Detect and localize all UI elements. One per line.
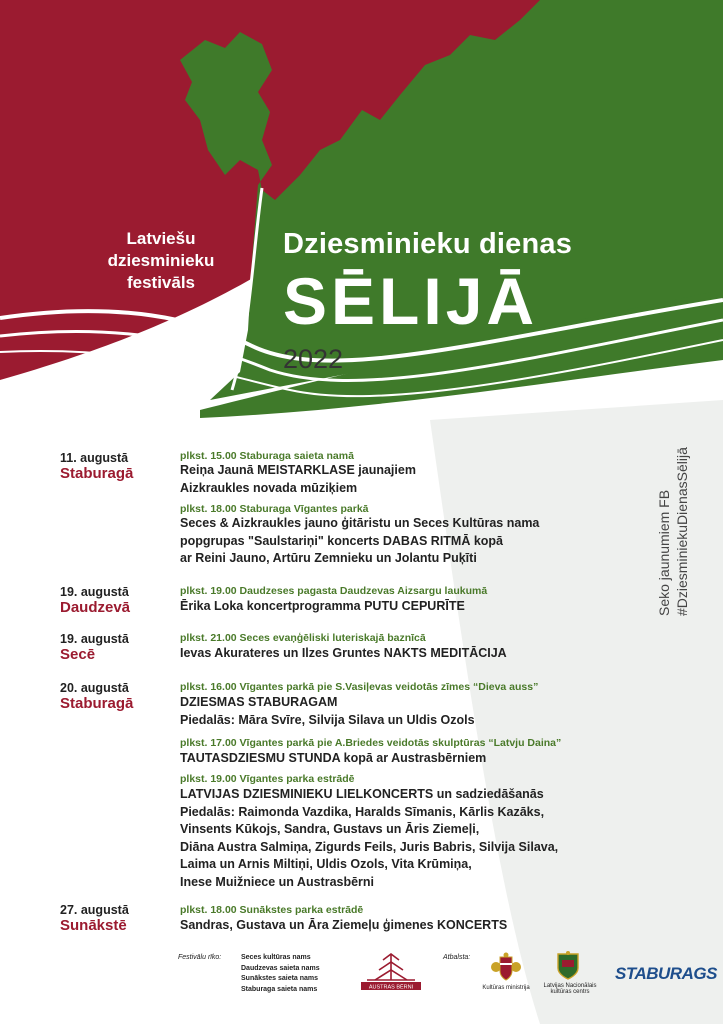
event-time: plkst. 18.00 Staburaga Vīgantes parkā [180,503,369,515]
event-time: plkst. 21.00 Seces evaņģēliski luteriskajā baznīcā [180,632,426,644]
event-time: plkst. 18.00 Sunākstes parka estrādē [180,904,364,916]
description-line: ar Reini Jauno, Artūru Zemnieku un Jolantu Puķīti [180,551,477,565]
caption-line: Latvijas Nacionālais [543,983,597,989]
description-line: Diāna Austra Salmiņa, Zigurds Feils, Juris Babris, Silvija Silava, [180,839,559,854]
description-line: Inese Muižniece un Austrasbērni [180,874,375,889]
caption-line: kultūras centrs [550,989,590,995]
description-line: Piedalās: Māra Svīre, Silvija Silava un Uldis Ozols [180,712,475,727]
organizer-item: Sunākstes saieta nams [241,975,319,982]
organizers-label: Festivālu rīko: [178,954,222,961]
facebook-hashtag-note [655,447,691,616]
event-date: 27. augustā [60,903,129,917]
organizers-list [241,953,320,995]
description-line: popgrupas "Saulstariņi" koncerts DABAS RITMĀ kopā [180,533,504,548]
description-line: LATVIJAS DZIESMINIEKU LIELKONCERTS un sadziedāšanās [180,787,544,801]
organizer-item: Staburaga saieta nams [241,985,318,993]
subtitle-line: festivāls [126,273,196,292]
subtitle-line: Latviešu [126,229,196,248]
event-date: 11. augustā [60,451,129,465]
description-line: TAUTASDZIESMU STUNDA kopā ar Austrasbērniem [180,751,487,765]
coat-of-arms-icon [488,951,524,983]
ministry-caption: Kultūras ministrija [482,985,530,991]
austras-berni-text: AUSTRAS BĒRNI [368,984,414,991]
description-line: Ievas Akurateres un Ilzes Gruntes NAKTS MEDITĀCIJA [180,646,507,660]
organizer-item: Seces kultūras nams [241,954,311,961]
event-date: 19. augustā [60,632,129,646]
page-title-region: SĒLIJĀ [283,264,539,338]
event-description [180,598,620,616]
description-line: Sandras, Gustava un Āra Ziemeļu ģimenes KONCERTS [180,918,508,932]
event-place: Staburagā [60,465,134,482]
lnkc-emblem-icon [553,950,583,982]
event-description [180,694,620,729]
description-line: DZIESMAS STABURAGAM [180,695,338,709]
sidebar-line: Seko jaunumiem FB [656,489,672,616]
festival-year: 2022 [283,344,344,374]
lnkc-caption [540,983,600,995]
event-time: plkst. 16.00 Vīgantes parkā pie S.Vasiļevas veidotās zīmes “Dieva auss” [180,681,539,693]
event-time: plkst. 17.00 Vīgantes parkā pie A.Briedes veidotās skulptūras “Latvju Daina” [180,737,562,749]
event-description [180,750,620,768]
event-place: Sunākstē [60,917,127,934]
description-line: Reiņa Jaunā MEISTARKLASE jaunajiem [180,463,416,477]
organizer-item: Daudzevas saieta nams [241,964,320,972]
event-place: Daudzevā [60,599,131,616]
event-description [180,462,620,497]
event-date: 19. augustā [60,585,129,599]
staburags-logo: STABURAGS [615,964,717,983]
description-line: Vinsents Kūkojs, Sandra, Gustavs un Āris Ziemeļi, [180,822,480,836]
austras-berni-logo [357,950,425,992]
description-line: Laima un Arnis Miltiņi, Uldis Ozols, Vita Krūmiņa, [180,857,472,871]
event-description [180,645,620,663]
event-place: Staburagā [60,695,134,712]
page-title: Dziesminieku dienas [283,228,573,260]
event-place: Secē [60,646,96,663]
festival-subtitle [96,228,226,294]
description-line: Ērika Loka koncertprogramma PUTU CEPURĪTE [180,599,465,613]
description-line: Seces & Aizkraukles jauno ģitāristu un Seces Kultūras nama [180,516,540,530]
description-line: Aizkraukles novada mūziķiem [180,480,358,495]
event-time: plkst. 15.00 Staburaga saieta namā [180,450,354,462]
event-description [180,786,620,891]
event-time: plkst. 19.00 Vīgantes parka estrādē [180,773,355,785]
support-label: Atbalsta: [443,954,471,961]
subtitle-line: dziesminieku [107,251,215,270]
description-line: Piedalās: Raimonda Vazdika, Haralds Sīmanis, Kārlis Kazāks, [180,804,545,819]
event-date: 20. augustā [60,681,129,695]
event-time: plkst. 19.00 Daudzeses pagasta Daudzevas Aizsargu laukumā [180,585,488,597]
event-description [180,917,620,935]
sidebar-hashtag: #DziesminiekuDienasSēlijā [674,447,690,616]
event-description [180,515,620,568]
